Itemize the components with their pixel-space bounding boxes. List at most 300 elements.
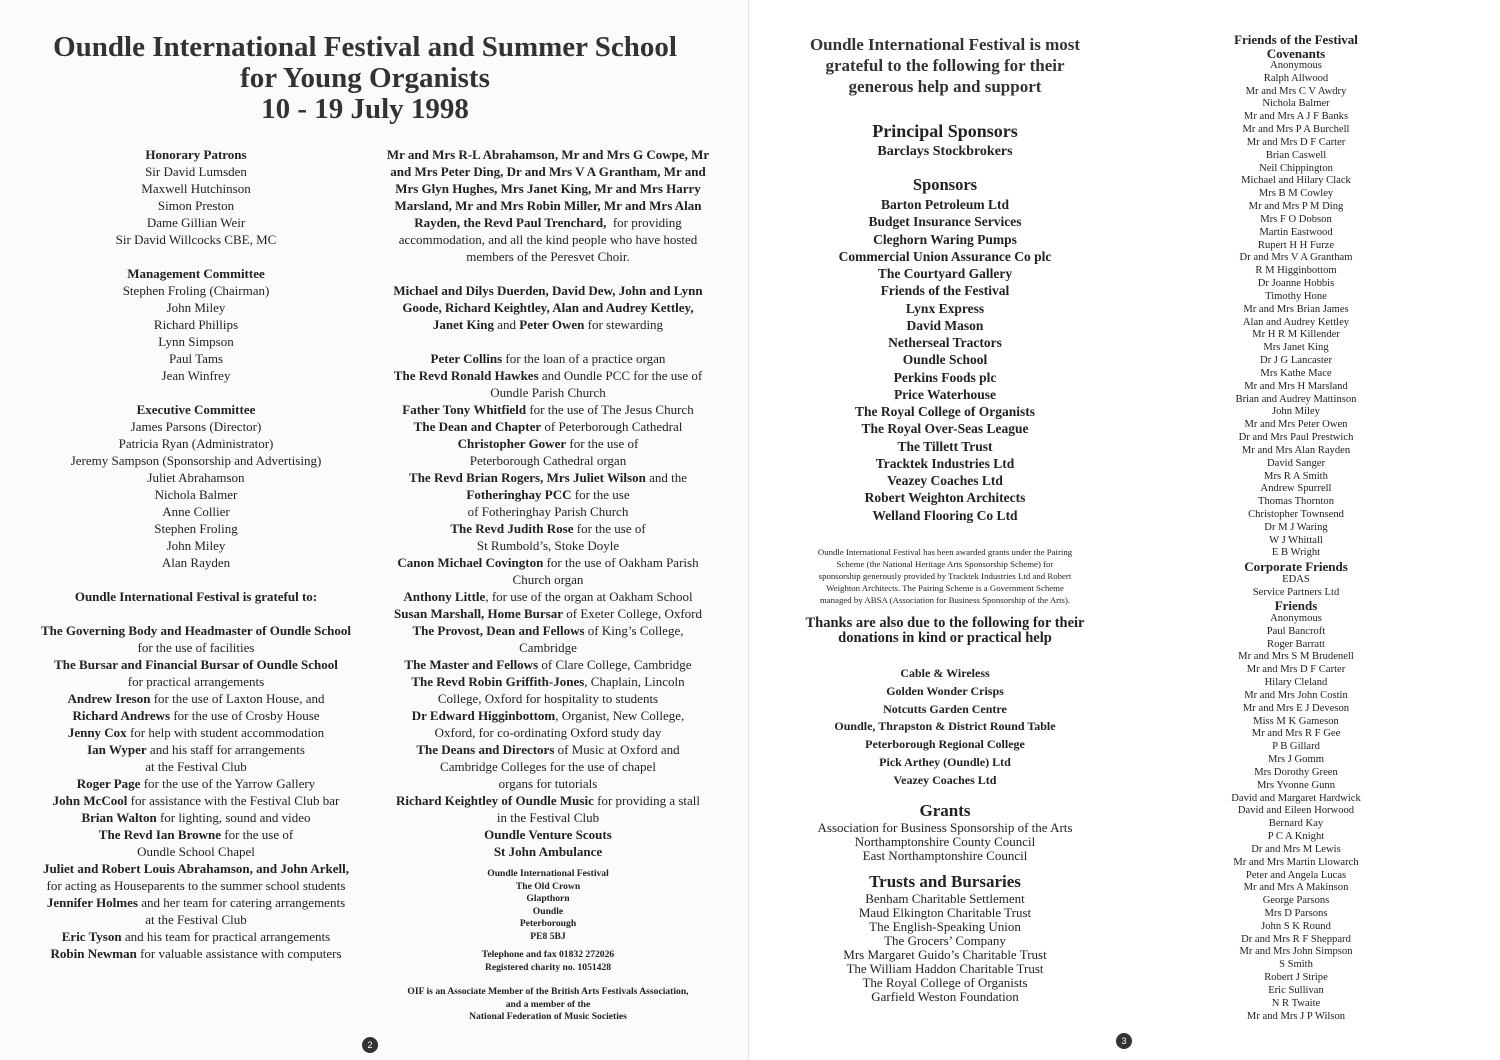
bold-name: and Mrs Peter Ding, Dr and Mrs V A Grantham, Mr and [390, 164, 706, 179]
text-line [20, 656, 372, 673]
friend-name: Miss M K Gameson [1253, 715, 1339, 727]
friend-name: Mr and Mrs D F Carter [1246, 664, 1346, 676]
friend-name: Mr and Mrs A J F Banks [1243, 111, 1349, 123]
list-line: Alan Rayden [161, 555, 231, 570]
list-line: Oundle International Festival is most [809, 35, 1081, 54]
friend-name: Mr and Mrs Martin Llowarch [1233, 856, 1359, 868]
list-line: Weighton Architects. The Pairing Scheme is a Government Scheme [826, 582, 1064, 593]
plain-text: at the Festival Club [145, 912, 247, 927]
list-line: National Federation of Music Societies [469, 1011, 627, 1022]
list-line: Garfield Weston Foundation [871, 989, 1019, 1005]
text-line [378, 554, 718, 571]
friend-name: Andrew Spurrell [1260, 483, 1332, 495]
list-line: The English-Speaking Union [869, 919, 1021, 935]
bold-name: John McCool [52, 793, 128, 808]
list-line: Robert Weighton Architects [864, 490, 1026, 506]
friends-heading: Friends [1274, 598, 1318, 614]
list-line: Juliet Abrahamson [147, 470, 245, 485]
trusts-list [769, 892, 1121, 1004]
friend-name: Anonymous [1270, 60, 1322, 71]
list-line: and a member of the [505, 998, 591, 1010]
friend-name: Anonymous [1270, 612, 1322, 624]
friend-name: Mrs D Parsons [1264, 908, 1328, 919]
text-line [20, 826, 372, 843]
membership-note [378, 986, 718, 1024]
text-line [378, 146, 718, 163]
list-line: Sir David Willcocks CBE, MC [115, 232, 277, 247]
text-line [378, 214, 718, 231]
plain-text: , Chaplain, Lincoln [584, 674, 685, 689]
sponsors-list [769, 196, 1121, 524]
friend-name: Mr and Mrs D F Carter [1246, 136, 1346, 148]
bold-name: The Provost, Dean and Fellows [412, 623, 585, 638]
list-line: Pick Arthey (Oundle) Ltd [879, 755, 1011, 770]
grants-list [769, 821, 1121, 863]
friend-name: Mr and Mrs Brian James [1243, 303, 1349, 315]
text-line [378, 367, 718, 384]
list-line: Nichola Balmer [154, 487, 238, 502]
friend-name: P B Gillard [1272, 741, 1320, 753]
plain-text: for the use of Crosby House [170, 708, 320, 723]
friend-name: Dr J G Lancaster [1259, 355, 1333, 367]
list-line: Patricia Ryan (Administrator) [118, 436, 274, 451]
friend-name: Neil Chippington [1259, 162, 1333, 174]
plain-text: organs for tutorials [498, 776, 598, 791]
bold-name: The Bursar and Financial Bursar of Oundle School [54, 657, 338, 672]
friend-name: Mrs Dorothy Green [1254, 766, 1338, 778]
text-line [20, 792, 372, 809]
text-line [378, 520, 718, 537]
friend-name: Dr and Mrs Paul Prestwich [1238, 432, 1354, 444]
text-line [378, 418, 718, 435]
bold-name: Ian Wyper [87, 742, 147, 757]
text-line [20, 622, 372, 639]
bold-name: Fotheringhay PCC [466, 487, 572, 502]
list-line: Friends of the Festival [880, 283, 1010, 299]
plain-text: St Rumbold’s, Stoke Doyle [476, 538, 620, 553]
honorary-patrons-heading: Honorary Patrons [145, 147, 247, 162]
bold-name: St John Ambulance [493, 844, 603, 859]
list-line: Netherseal Tractors [888, 335, 1002, 350]
page-3 [748, 0, 1500, 1060]
text-line [378, 622, 718, 639]
friend-name: N R Twaite [1271, 997, 1321, 1009]
plain-text: for the use of [221, 827, 294, 842]
committees-column [20, 146, 372, 962]
list-line: The Grocers’ Company [884, 933, 1006, 949]
list-line: Telephone and fax 01832 272026 [481, 949, 615, 960]
text-line [20, 911, 372, 928]
plain-text: for the use of [573, 521, 646, 536]
text-line [20, 673, 372, 690]
list-line: The William Haddon Charitable Trust [846, 961, 1044, 977]
list-line: Welland Flooring Co Ltd [872, 507, 1018, 523]
friend-name: Thomas Thornton [1257, 496, 1334, 508]
list-line: James Parsons (Director) [130, 419, 262, 434]
friend-name: Hilary Cleland [1264, 677, 1328, 689]
page-number: 2 [362, 1037, 378, 1053]
plain-text: and the [645, 470, 687, 485]
friend-name: Mr and Mrs E J Deveson [1242, 702, 1350, 714]
friend-name: Dr and Mrs M Lewis [1251, 843, 1341, 855]
stewards-line [378, 299, 718, 316]
plain-text: , Organist, New College, [555, 708, 685, 723]
friends-list [1211, 33, 1381, 1023]
text-line [378, 350, 718, 367]
bold-name: Brian Walton [81, 810, 157, 825]
list-line: sponsorship generously provided by Tracktek Industries Ltd and Robert [818, 570, 1072, 581]
bold-name: The Revd Brian Rogers, Mrs Juliet Wilson [409, 470, 646, 485]
list-line: Stephen Froling [154, 521, 238, 536]
list-line: Tracktek Industries Ltd [875, 455, 1015, 471]
list-line: donations in kind or practical help [838, 629, 1052, 646]
plain-text: for the use of Oakham Parish [543, 555, 699, 570]
plain-text: Peterborough Cathedral organ [469, 453, 627, 468]
list-line: John Miley [166, 538, 226, 553]
bold-name: Susan Marshall, Home Bursar [394, 606, 564, 621]
bold-name: Robin Newman [50, 946, 137, 961]
list-line: Oundle International Festival [487, 868, 609, 879]
plain-text: for providing [606, 215, 682, 230]
plain-text: of Clare College, Cambridge [538, 657, 692, 672]
plain-text: for the loan of a practice organ [502, 351, 666, 366]
friend-name: Mr and Mrs P M Ding [1248, 201, 1344, 213]
plain-text: for help with student accommodation [126, 725, 325, 740]
executive-list [20, 418, 372, 571]
text-line [378, 758, 718, 775]
text-line [378, 571, 718, 588]
friend-name: Alan and Audrey Kettley [1242, 316, 1350, 328]
friend-name: David Sanger [1267, 457, 1325, 469]
stewards-name: Janet King [432, 317, 494, 332]
friend-name: Dr and Mrs V A Grantham [1239, 252, 1353, 264]
list-line: Oundle School [902, 352, 988, 368]
friend-name: Mr and Mrs J P Wilson [1246, 1010, 1346, 1022]
friend-name: Mr and Mrs C V Awdry [1245, 85, 1347, 97]
management-list [20, 282, 372, 384]
list-line: Scheme (the National Heritage Arts Sponsorship Scheme) for [836, 558, 1054, 569]
plain-text: members of the Peresvet Choir. [466, 249, 630, 264]
bold-name: Rayden, the Revd Paul Trenchard, [414, 215, 607, 230]
friends-heading: Covenants [1266, 45, 1326, 61]
friend-name: Dr Joanne Hobbis [1257, 278, 1335, 290]
text-line [20, 724, 372, 741]
sponsors-heading: Sponsors [912, 175, 978, 194]
text-line [20, 741, 372, 758]
friend-name: David and Eileen Horwood [1237, 805, 1355, 817]
text-line [378, 452, 718, 469]
text-line [378, 588, 718, 605]
text-line [378, 384, 718, 401]
friend-name: Brian Caswell [1265, 149, 1327, 161]
title-line: Oundle International Festival and Summer School [53, 31, 677, 63]
text-line [20, 758, 372, 775]
list-line: PE8 5BJ [530, 930, 566, 942]
plain-text: for lighting, sound and video [156, 810, 311, 825]
list-line: Jeremy Sampson (Sponsorship and Advertising) [70, 453, 322, 468]
plain-text: of Fotheringhay Parish Church [467, 504, 629, 519]
principal-sponsors-heading: Principal Sponsors [872, 121, 1018, 141]
friend-name: Martin Eastwood [1259, 226, 1333, 238]
list-line: Thanks are also due to the following for their [805, 614, 1085, 631]
list-line: Cable & Wireless [900, 665, 990, 680]
plain-text: Oundle Parish Church [490, 385, 606, 400]
plain-text: Church organ [512, 572, 584, 587]
friend-name: Nichola Balmer [1262, 98, 1330, 110]
list-line: Dame Gillian Weir [146, 215, 246, 230]
list-line: Veazey Coaches Ltd [893, 773, 997, 788]
list-line: Maud Elkington Charitable Trust [858, 905, 1032, 921]
page-title [20, 32, 710, 125]
list-line: Oundle International Festival has been awarded grants under the Pairing [817, 546, 1073, 557]
contact-block [378, 949, 718, 974]
text-line [378, 231, 718, 248]
stewards-text: for stewarding [584, 317, 664, 332]
list-line: East Northamptonshire Council [862, 848, 1028, 864]
text-line [378, 656, 718, 673]
list-line: Oundle, Thrapston & District Round Table [834, 719, 1056, 734]
friend-name: Dr and Mrs R F Sheppard [1241, 933, 1351, 945]
bold-name: Mr and Mrs R-L Abrahamson, Mr and Mrs G Cowpe, Mr [386, 147, 710, 162]
text-line [378, 775, 718, 792]
friend-name: Roger Barratt [1267, 638, 1325, 650]
list-line: Perkins Foods plc [893, 369, 997, 385]
principal-sponsor: Barclays Stockbrokers [877, 144, 1013, 159]
list-line: OIF is an Associate Member of the British Arts Festivals Association, [407, 986, 689, 997]
plain-text: College, Oxford for hospitality to students [437, 691, 659, 706]
plain-text: for the use [571, 487, 630, 502]
text-line [378, 503, 718, 520]
stewards-text: Goode, Richard Keightley, Alan and Audrey Kettley, [402, 300, 694, 315]
text-line [378, 809, 718, 826]
bold-name: Canon Michael Covington [397, 555, 544, 570]
plain-text: and his staff for arrangements [146, 742, 305, 757]
text-line [378, 197, 718, 214]
text-line [20, 707, 372, 724]
text-line [378, 435, 718, 452]
bold-name: The Revd Ronald Hawkes [393, 368, 539, 383]
bold-name: The Revd Judith Rose [450, 521, 574, 536]
stewards-name: Peter Owen [519, 317, 585, 332]
plain-text: for the use of The Jesus Church [526, 402, 694, 417]
friend-name: Mr and Mrs S M Brudenell [1238, 651, 1354, 663]
friend-name: Mr and Mrs R F Gee [1251, 728, 1341, 740]
friend-name: Mrs Kathe Mace [1260, 367, 1332, 379]
text-line [378, 639, 718, 656]
list-line: David Mason [906, 317, 984, 333]
plain-text: for valuable assistance with computers [136, 946, 342, 961]
bold-name: The Governing Body and Headmaster of Oundle School [41, 623, 351, 638]
bold-name: Oundle Venture Scouts [484, 827, 612, 842]
list-line: John Miley [166, 300, 226, 315]
list-line: Lynn Simpson [158, 334, 234, 349]
list-line: Peterborough Regional College [865, 737, 1025, 752]
text-line [378, 180, 718, 197]
list-line: Barton Petroleum Ltd [881, 197, 1009, 212]
text-line [378, 843, 718, 860]
plain-text: , for use of the organ at Oakham School [485, 589, 693, 604]
friend-name: Ralph Allwood [1263, 72, 1329, 84]
list-line: Commercial Union Assurance Co plc [838, 248, 1052, 264]
friend-name: John Miley [1272, 406, 1320, 418]
plain-text: at the Festival Club [145, 759, 247, 774]
hosts-block [378, 146, 718, 265]
list-line: Golden Wonder Crisps [886, 683, 1004, 698]
bold-name: The Revd Ian Browne [98, 827, 221, 842]
list-line: Sir David Lumsden [145, 164, 247, 179]
bold-name: The Deans and Directors [416, 742, 555, 757]
friend-name: Mr and Mrs John Simpson [1239, 946, 1353, 958]
list-line: Registered charity no. 1051428 [484, 961, 612, 973]
executive-committee-heading: Executive Committee [136, 402, 256, 417]
bold-name: Eric Tyson [61, 929, 122, 944]
title-line: 10 - 19 July 1998 [261, 93, 469, 125]
bold-name: Roger Page [76, 776, 141, 791]
friend-name: Eric Sullivan [1268, 984, 1324, 996]
list-line: Jean Winfrey [161, 368, 231, 383]
bold-name: Peter Collins [430, 351, 503, 366]
text-line [20, 843, 372, 860]
page-2 [0, 0, 748, 1060]
list-line: Paul Tams [168, 351, 224, 366]
text-line [378, 707, 718, 724]
text-line [378, 401, 718, 418]
friend-name: Mr and Mrs P A Burchell [1242, 124, 1350, 136]
friend-name: Mr H R M Killender [1252, 329, 1340, 341]
friend-name: Rupert H H Furze [1257, 239, 1335, 251]
bold-name: The Revd Robin Griffith-Jones [411, 674, 585, 689]
list-line: Cleghorn Waring Pumps [873, 231, 1017, 247]
friend-name: Mr and Mrs Peter Owen [1244, 419, 1348, 431]
stewards-line [378, 316, 718, 333]
friend-name: R M Higginbottom [1255, 265, 1337, 277]
friend-name: E B Wright [1271, 547, 1321, 559]
friend-name: Mr and Mrs H Marsland [1244, 380, 1348, 392]
friend-name: P C A Knight [1267, 831, 1325, 843]
plain-text: Oundle School Chapel [137, 844, 255, 859]
text-line [378, 486, 718, 503]
plain-text: for acting as Houseparents to the summer school students [46, 878, 346, 893]
bold-name: The Dean and Chapter [413, 419, 542, 434]
bold-name: Anthony Little [403, 589, 486, 604]
list-line: Benham Charitable Settlement [865, 891, 1025, 907]
list-line: grateful to the following for their [825, 56, 1065, 75]
stewards-line [378, 282, 718, 299]
list-line: Peterborough [519, 918, 577, 929]
bold-name: Mrs Glyn Hughes, Mrs Janet King, Mr and Mrs Harry [395, 181, 701, 196]
stewards-block [378, 282, 718, 333]
text-line [378, 469, 718, 486]
list-line: Simon Preston [157, 198, 235, 213]
list-line: managed by ABSA (Association for Business Sponsorship of the Arts). [819, 594, 1071, 605]
list-line: Veazey Coaches Ltd [887, 473, 1003, 488]
text-line [20, 809, 372, 826]
support-heading [769, 34, 1121, 97]
friend-name: S Smith [1279, 959, 1313, 971]
text-line [378, 248, 718, 265]
friend-name: Christopher Townsend [1248, 508, 1344, 520]
pairing-note [769, 546, 1121, 606]
bold-name: Juliet and Robert Louis Abrahamson, and John Arkell, [43, 861, 349, 876]
list-line: The Courtyard Gallery [877, 266, 1013, 281]
list-line: Budget Insurance Services [868, 214, 1022, 230]
friends-heading: Corporate Friends [1244, 559, 1348, 575]
bold-name: The Master and Fellows [404, 657, 539, 672]
plain-text: for the use of facilities [137, 640, 255, 655]
bold-name: Jenny Cox [67, 725, 127, 740]
friend-name: Michael and Hilary Clack [1241, 175, 1351, 187]
friend-name: Mrs F O Dobson [1260, 213, 1332, 225]
list-line: Association for Business Sponsorship of the Arts [817, 820, 1073, 836]
plain-text: Oxford, for co-ordinating Oxford study day [434, 725, 662, 740]
plain-text: Cambridge Colleges for the use of chapel [440, 759, 656, 774]
management-committee-heading: Management Committee [127, 266, 265, 281]
grateful-heading: Oundle International Festival is grateful to: [74, 589, 318, 604]
plain-text: for practical arrangements [127, 674, 265, 689]
text-line [20, 690, 372, 707]
list-line: Notcutts Garden Centre [883, 701, 1007, 716]
plain-text: and her team for catering arrangements [137, 895, 346, 910]
friend-name: Peter and Angela Lucas [1245, 869, 1347, 881]
list-line: The Royal Over-Seas League [861, 421, 1029, 437]
sponsors-column [769, 120, 1121, 1004]
list-line: Mrs Margaret Guido’s Charitable Trust [843, 947, 1047, 963]
plain-text: accommodation, and all the kind people who have hosted [398, 232, 698, 247]
title-line: for Young Organists [240, 62, 490, 94]
list-line: Lynx Express [905, 300, 985, 316]
text-line [20, 775, 372, 792]
plain-text: of Music at Oxford and [554, 742, 680, 757]
list-line: Price Waterhouse [893, 386, 997, 402]
stewards-text: Michael and Dilys Duerden, David Dew, John and Lynn [393, 283, 703, 298]
friend-name: Mr and Mrs Alan Rayden [1241, 444, 1351, 456]
list-line: Anne Collier [162, 504, 230, 519]
plain-text: for assistance with the Festival Club bar [127, 793, 340, 808]
plain-text: of King’s College, [584, 623, 684, 638]
kind-donations-list [769, 665, 1121, 790]
text-line [378, 690, 718, 707]
venues-block [378, 350, 718, 860]
friend-name: David and Margaret Hardwick [1231, 792, 1361, 804]
list-line: The Royal College of Organists [855, 404, 1035, 419]
plain-text: Cambridge [519, 640, 577, 655]
list-line: Maxwell Hutchinson [141, 181, 251, 196]
plain-text: for the use of Laxton House, and [150, 691, 325, 706]
page-number: 3 [1116, 1033, 1132, 1049]
plain-text: for the use of [566, 436, 639, 451]
friend-name: Paul Bancroft [1266, 625, 1326, 637]
patrons-list [20, 163, 372, 248]
list-line: Stephen Froling (Chairman) [122, 283, 270, 298]
plain-text: for providing a stall [593, 793, 701, 808]
text-line [378, 537, 718, 554]
bold-name: Andrew Ireson [67, 691, 151, 706]
friend-name: George Parsons [1262, 895, 1330, 907]
text-line [378, 724, 718, 741]
bold-name: Richard Andrews [72, 708, 171, 723]
thanks-heading [769, 616, 1121, 646]
friend-name: EDAS [1282, 573, 1310, 585]
friend-name: Mrs J Gomm [1268, 754, 1324, 766]
friend-name: Brian and Audrey Mattinson [1235, 393, 1357, 405]
text-line [378, 163, 718, 180]
friend-name: Mrs R A Smith [1264, 470, 1328, 482]
bold-name: Dr Edward Higginbottom [411, 708, 556, 723]
friends-column [1211, 33, 1381, 1023]
grants-heading: Grants [919, 801, 971, 821]
bold-name: Father Tony Whitfield [402, 402, 527, 417]
list-line: The Tillett Trust [897, 438, 993, 454]
